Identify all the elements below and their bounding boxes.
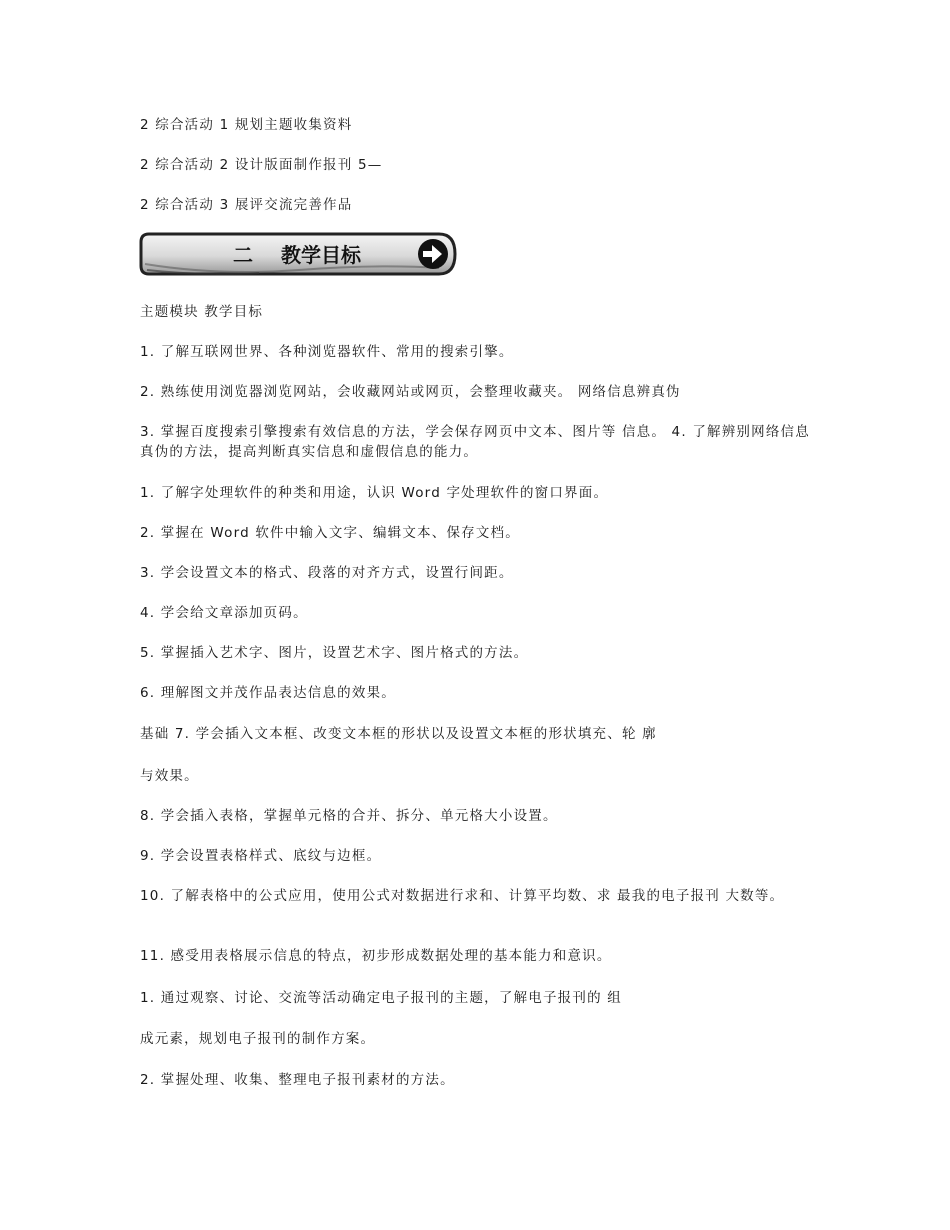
objective-line: 2. 掌握处理、收集、整理电子报刊素材的方法。: [140, 1072, 455, 1088]
objective-line: 5. 掌握插入艺术字、图片，设置艺术字、图片格式的方法。: [140, 645, 529, 661]
objective-line: 3. 掌握百度搜索引擎搜索有效信息的方法，学会保存网页中文本、图片等 信息。 4. 了解辨别网络信息真伪的方法，提高判断真实信息和虚假信息的能力。: [140, 424, 810, 460]
arrow-right-icon: [418, 239, 448, 269]
banner-number: 二: [233, 243, 253, 267]
objective-line: 6. 理解图文并茂作品表达信息的效果。: [140, 685, 396, 701]
objective-line: 与效果。: [140, 768, 199, 784]
objective-line: 3. 学会设置文本的格式、段落的对齐方式，设置行间距。: [140, 565, 514, 581]
section-banner: [139, 230, 457, 278]
objective-line: 成元素，规划电子报刊的制作方案。: [140, 1031, 376, 1047]
objective-line: 10. 了解表格中的公式应用，使用公式对数据进行求和、计算平均数、求 最我的电子报刊 大数等。: [140, 888, 785, 904]
objective-line: 2. 掌握在 Word 软件中输入文字、编辑文本、保存文档。: [140, 525, 520, 541]
objective-line: 9. 学会设置表格样式、底纹与边框。: [140, 848, 382, 864]
objective-line: 1. 了解互联网世界、各种浏览器软件、常用的搜索引擎。: [140, 344, 514, 360]
objective-line: 8. 学会插入表格，掌握单元格的合并、拆分、单元格大小设置。: [140, 808, 558, 824]
objective-line: 2. 熟练使用浏览器浏览网站，会收藏网站或网页，会整理收藏夹。 网络信息辨真伪: [140, 384, 681, 400]
objective-line: 11. 感受用表格展示信息的特点，初步形成数据处理的基本能力和意识。: [140, 948, 612, 964]
objective-line: 基础 7. 学会插入文本框、改变文本框的形状以及设置文本框的形状填充、轮 廓: [140, 726, 657, 742]
activity-line-3: 2 综合活动 3 展评交流完善作品: [140, 197, 353, 213]
activity-line-2: 2 综合活动 2 设计版面制作报刊 5—: [140, 157, 383, 173]
banner-title: 教学目标: [281, 243, 361, 267]
table-header-row: 主题模块 教学目标: [140, 304, 264, 320]
objective-line: 1. 通过观察、讨论、交流等活动确定电子报刊的主题，了解电子报刊的 组: [140, 990, 622, 1006]
activity-line-1: 2 综合活动 1 规划主题收集资料: [140, 117, 353, 133]
objective-line: 1. 了解字处理软件的种类和用途，认识 Word 字处理软件的窗口界面。: [140, 485, 609, 501]
objective-line: 4. 学会给文章添加页码。: [140, 605, 308, 621]
